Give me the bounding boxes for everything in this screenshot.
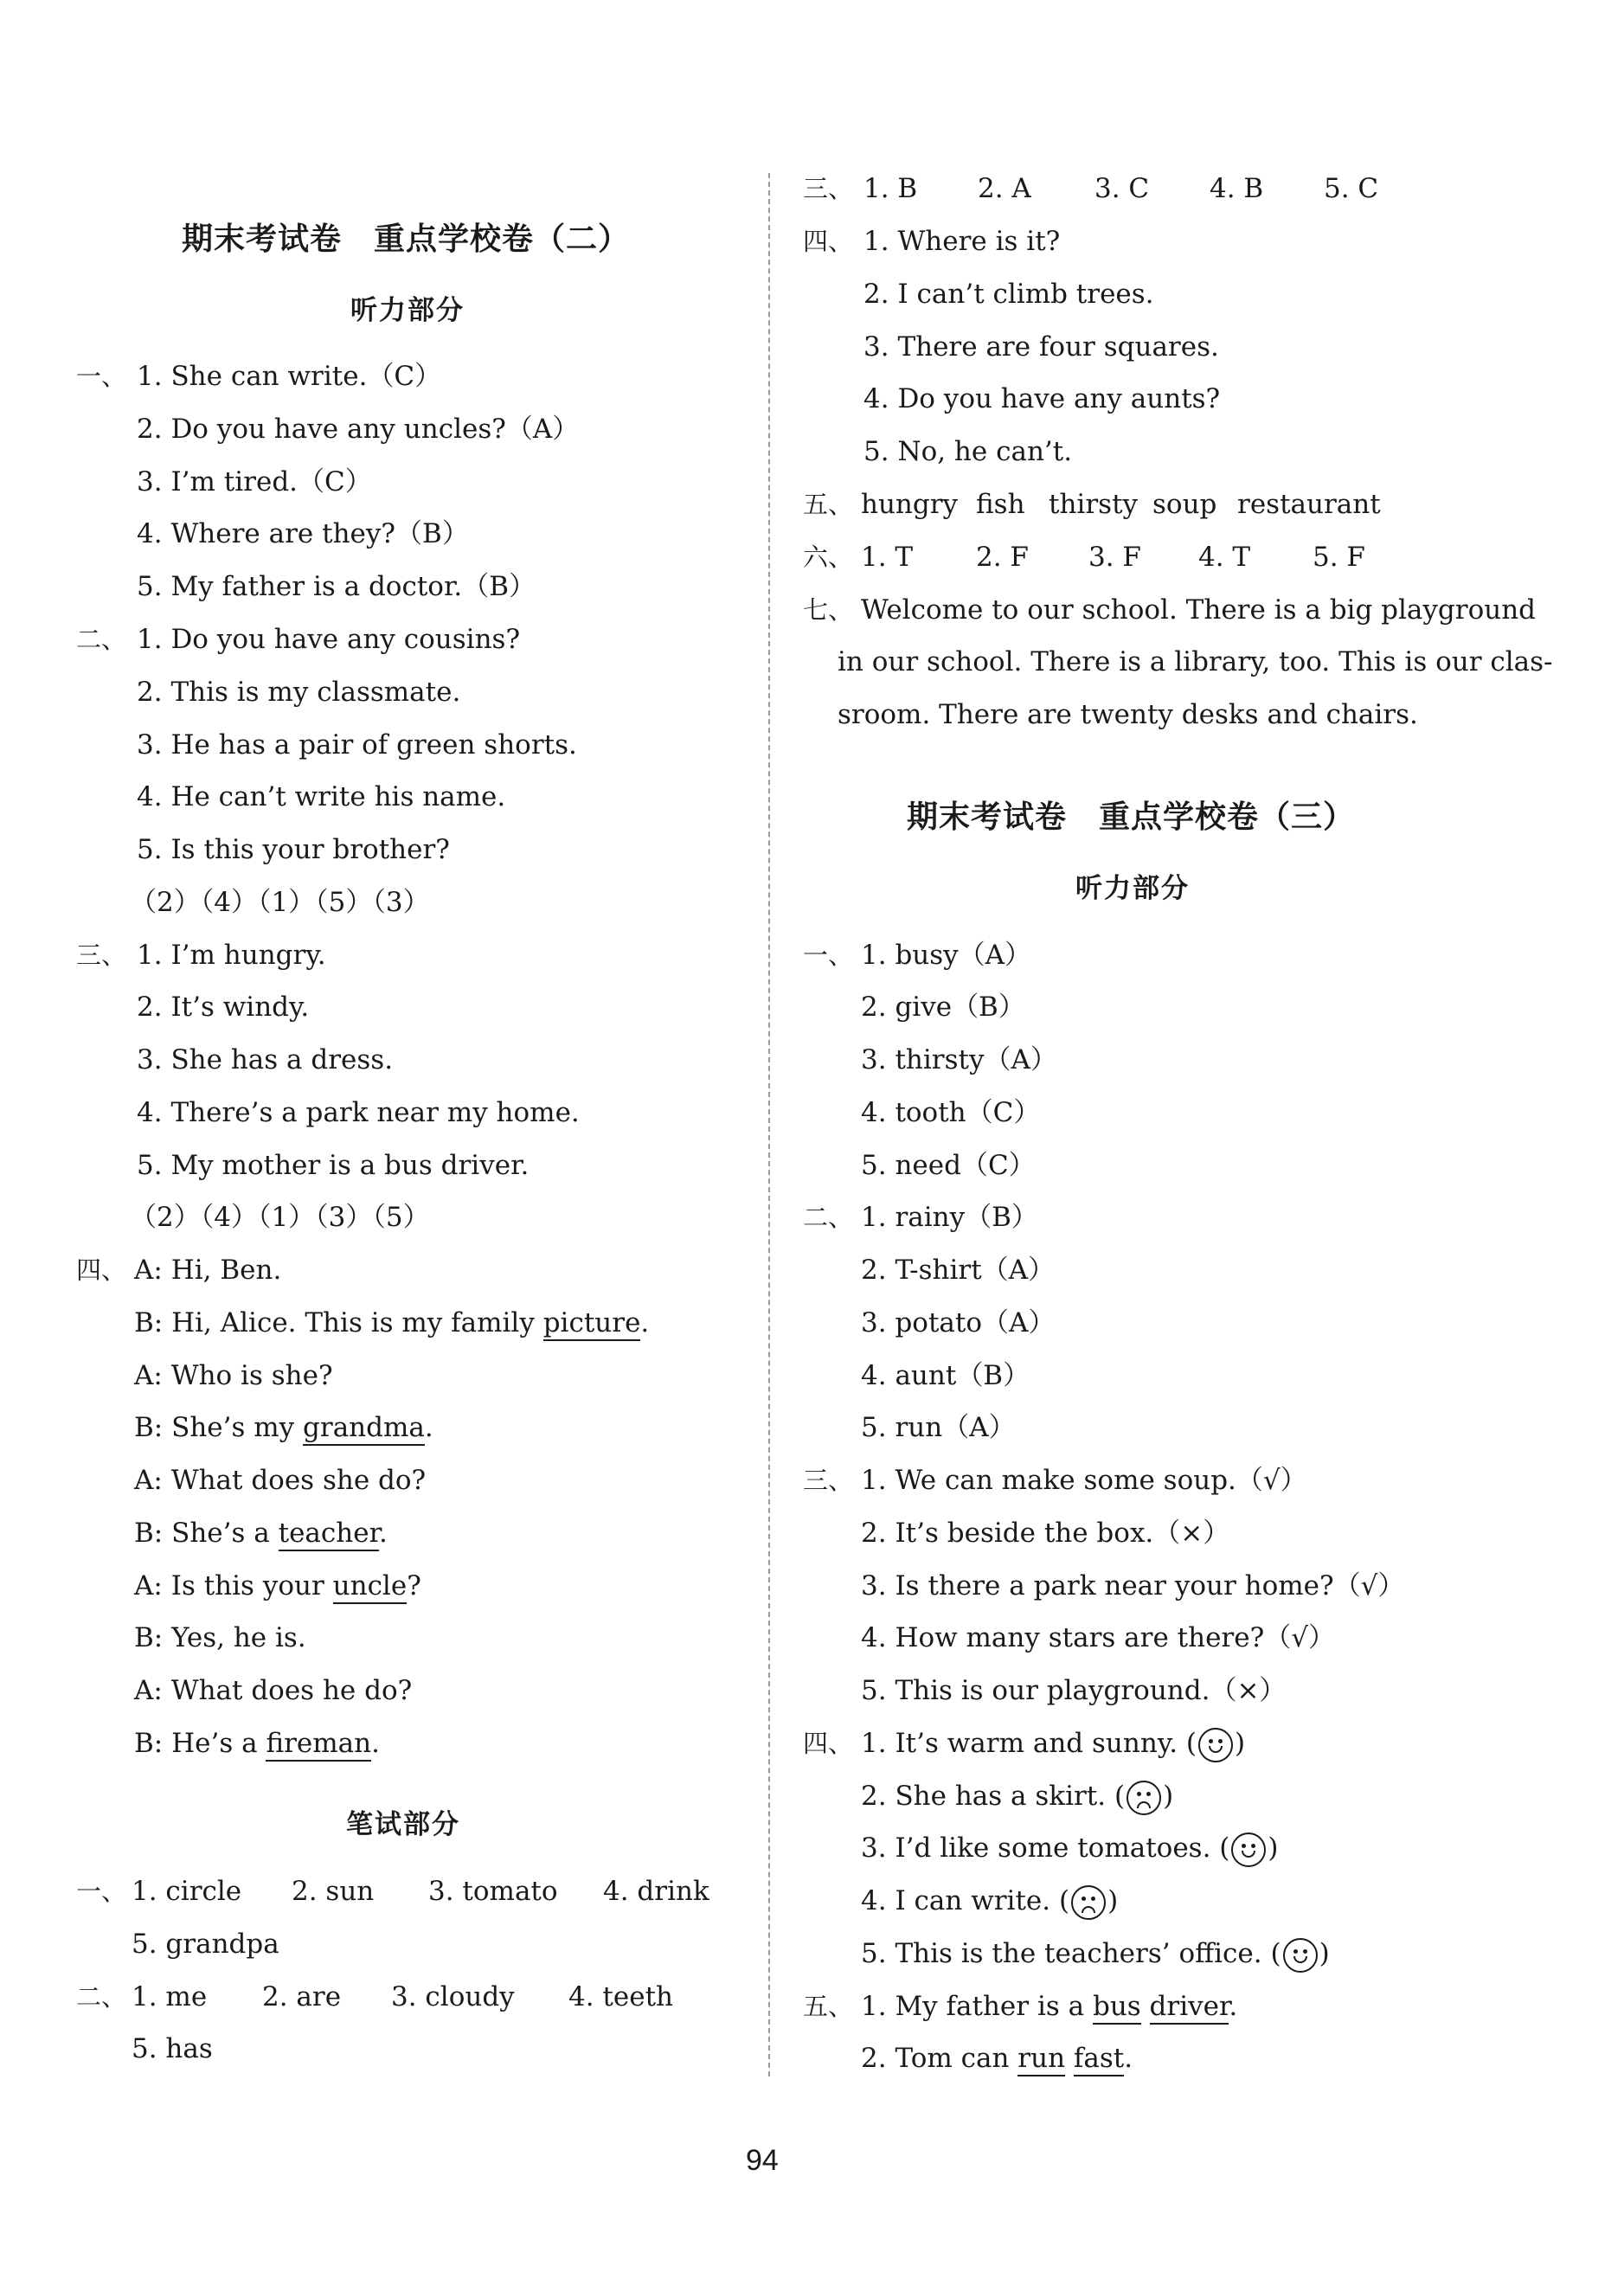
list-item: 3. Is there a park near your home?（√） xyxy=(861,1570,1405,1601)
list-item: 3. I’m tired.（C） xyxy=(137,466,372,497)
part-label: 四、 xyxy=(803,227,854,256)
answer-item: 5. F xyxy=(1313,542,1365,573)
list-item: 2. It’s beside the box.（×） xyxy=(861,1518,1230,1549)
part-label: 三、 xyxy=(803,174,854,203)
list-item: 3. There are four squares. xyxy=(863,331,1219,363)
answer-item: 4. drink xyxy=(603,1876,709,1907)
dialogue-line: B: She’s a teacher. xyxy=(134,1516,388,1550)
list-item: 5. This is the teachers’ office. ( ) xyxy=(861,1936,1330,1973)
answer-item: 5. grandpa xyxy=(132,1929,279,1960)
list-item: 3. I’d like some tomatoes. ( ) xyxy=(861,1831,1279,1867)
answer-item: restaurant xyxy=(1237,489,1381,520)
list-item: 1. Do you have any cousins? xyxy=(137,624,521,655)
list-item: 3. thirsty（A） xyxy=(861,1044,1057,1075)
list-item: 2. I can’t climb trees. xyxy=(863,279,1154,310)
list-item: 4. tooth（C） xyxy=(861,1097,1041,1128)
dialogue-line: A: Is this your uncle? xyxy=(134,1569,421,1603)
part-label: 三、 xyxy=(76,940,127,970)
answer-item: hungry xyxy=(861,489,959,520)
dialogue-line: B: She’s my grandma. xyxy=(134,1410,433,1445)
part-label: 五、 xyxy=(803,490,854,519)
part-label: 六、 xyxy=(803,542,854,572)
list-item: 1. It’s warm and sunny. ( ) xyxy=(861,1726,1245,1762)
section-title: 期末考试卷 重点学校卷（二） xyxy=(182,221,631,257)
list-item: 5. run（A） xyxy=(861,1412,1016,1443)
dialogue-line: B: He’s a fireman. xyxy=(134,1726,380,1761)
list-item: 2. It’s windy. xyxy=(137,992,310,1023)
dialogue-line: B: Hi, Alice. This is my family picture. xyxy=(134,1306,649,1340)
answer-item: 3. C xyxy=(1094,173,1150,204)
smiley-face-icon xyxy=(1283,1938,1318,1973)
part-label: 一、 xyxy=(76,1877,127,1906)
list-item: 4. Where are they?（B） xyxy=(137,518,469,549)
list-item: 1. rainy（B） xyxy=(861,1202,1038,1233)
dialogue-line: A: What does she do? xyxy=(134,1465,427,1496)
list-item: 1. My father is a bus driver. xyxy=(861,1989,1237,2024)
list-item: 3. He has a pair of green shorts. xyxy=(137,729,577,761)
list-item: 5. need（C） xyxy=(861,1150,1036,1181)
answer-item: 2. F xyxy=(976,542,1029,573)
dialogue-line: A: What does he do? xyxy=(134,1675,413,1706)
list-item: 4. I can write. ( ) xyxy=(861,1884,1118,1920)
part-label: 四、 xyxy=(76,1255,127,1285)
answer-item: 5. C xyxy=(1324,173,1379,204)
part-label: 二、 xyxy=(76,1982,127,2012)
list-item: 4. There’s a park near my home. xyxy=(137,1097,580,1128)
list-item: 5. No, he can’t. xyxy=(863,436,1073,467)
answer-item: 3. cloudy xyxy=(391,1981,515,2012)
part-label: 一、 xyxy=(76,362,127,391)
part-label: 二、 xyxy=(76,625,127,654)
list-item: 1. I’m hungry. xyxy=(137,940,326,971)
answer-item: 5. has xyxy=(132,2033,213,2064)
list-item: 1. busy（A） xyxy=(861,940,1032,971)
list-item: 3. potato（A） xyxy=(861,1307,1056,1338)
answer-item: 4. T xyxy=(1198,542,1251,573)
answer-item: soup xyxy=(1152,489,1217,520)
listening-heading: 听力部分 xyxy=(1075,873,1190,904)
list-item: 1. Where is it? xyxy=(863,226,1061,257)
part-label: 七、 xyxy=(803,595,854,625)
list-item: 2. give（B） xyxy=(861,992,1025,1023)
page-number: 94 xyxy=(746,2144,779,2177)
answer-item: 1. me xyxy=(132,1981,208,2012)
answer-item: fish xyxy=(976,489,1025,520)
list-item: 2. This is my classmate. xyxy=(137,677,461,708)
list-item: 1. She can write.（C） xyxy=(137,361,442,392)
list-item: 2. She has a skirt. ( ) xyxy=(861,1779,1173,1815)
list-item: 5. This is our playground.（×） xyxy=(861,1675,1287,1706)
column-divider xyxy=(768,173,770,2076)
dialogue-line: B: Yes, he is. xyxy=(134,1622,306,1653)
passage-line: sroom. There are twenty desks and chairs. xyxy=(838,699,1418,730)
answer-item: 3. tomato xyxy=(428,1876,558,1907)
answer-order: （2）（4）（1）（3）（5） xyxy=(130,1202,430,1233)
sad-face-icon xyxy=(1127,1781,1161,1815)
part-label: 五、 xyxy=(803,1992,854,2021)
sad-face-icon xyxy=(1071,1885,1106,1920)
answer-item: 4. teeth xyxy=(568,1981,674,2012)
answer-item: 2. A xyxy=(978,173,1031,204)
part-label: 二、 xyxy=(803,1203,854,1232)
dialogue-line: A: Hi, Ben. xyxy=(134,1255,282,1286)
answer-item: thirsty xyxy=(1049,489,1139,520)
list-item: 2. T-shirt（A） xyxy=(861,1255,1056,1286)
answer-item: 1. B xyxy=(863,173,918,204)
list-item: 4. How many stars are there?（√） xyxy=(861,1622,1335,1653)
answer-item: 3. F xyxy=(1088,542,1141,573)
list-item: 5. Is this your brother? xyxy=(137,834,450,865)
answer-item: 2. sun xyxy=(292,1876,375,1907)
part-label: 四、 xyxy=(803,1729,854,1758)
answer-item: 4. B xyxy=(1210,173,1264,204)
section-title: 期末考试卷 重点学校卷（三） xyxy=(907,799,1356,835)
writing-heading: 笔试部分 xyxy=(346,1809,460,1840)
answer-item: 1. T xyxy=(861,542,914,573)
list-item: 1. We can make some soup.（√） xyxy=(861,1465,1307,1496)
list-item: 2. Do you have any uncles?（A） xyxy=(137,414,580,445)
list-item: 5. My mother is a bus driver. xyxy=(137,1150,530,1181)
part-label: 三、 xyxy=(803,1466,854,1495)
list-item: 4. He can’t write his name. xyxy=(137,781,506,812)
list-item: 4. aunt（B） xyxy=(861,1360,1030,1391)
passage-line: in our school. There is a library, too. This is our clas- xyxy=(838,646,1553,677)
part-label: 一、 xyxy=(803,940,854,970)
listening-heading: 听力部分 xyxy=(350,295,465,326)
list-item: 3. She has a dress. xyxy=(137,1044,394,1075)
passage-line: Welcome to our school. There is a big playground xyxy=(861,594,1537,626)
smiley-face-icon xyxy=(1198,1728,1233,1762)
answer-order: （2）（4）（1）（5）（3） xyxy=(130,887,430,918)
smiley-face-icon xyxy=(1231,1832,1266,1867)
answer-item: 1. circle xyxy=(132,1876,242,1907)
list-item: 2. Tom can run fast. xyxy=(861,2041,1133,2076)
dialogue-line: A: Who is she? xyxy=(134,1360,333,1391)
answer-item: 2. are xyxy=(262,1981,342,2012)
list-item: 4. Do you have any aunts? xyxy=(863,383,1221,414)
list-item: 5. My father is a doctor.（B） xyxy=(137,571,536,602)
